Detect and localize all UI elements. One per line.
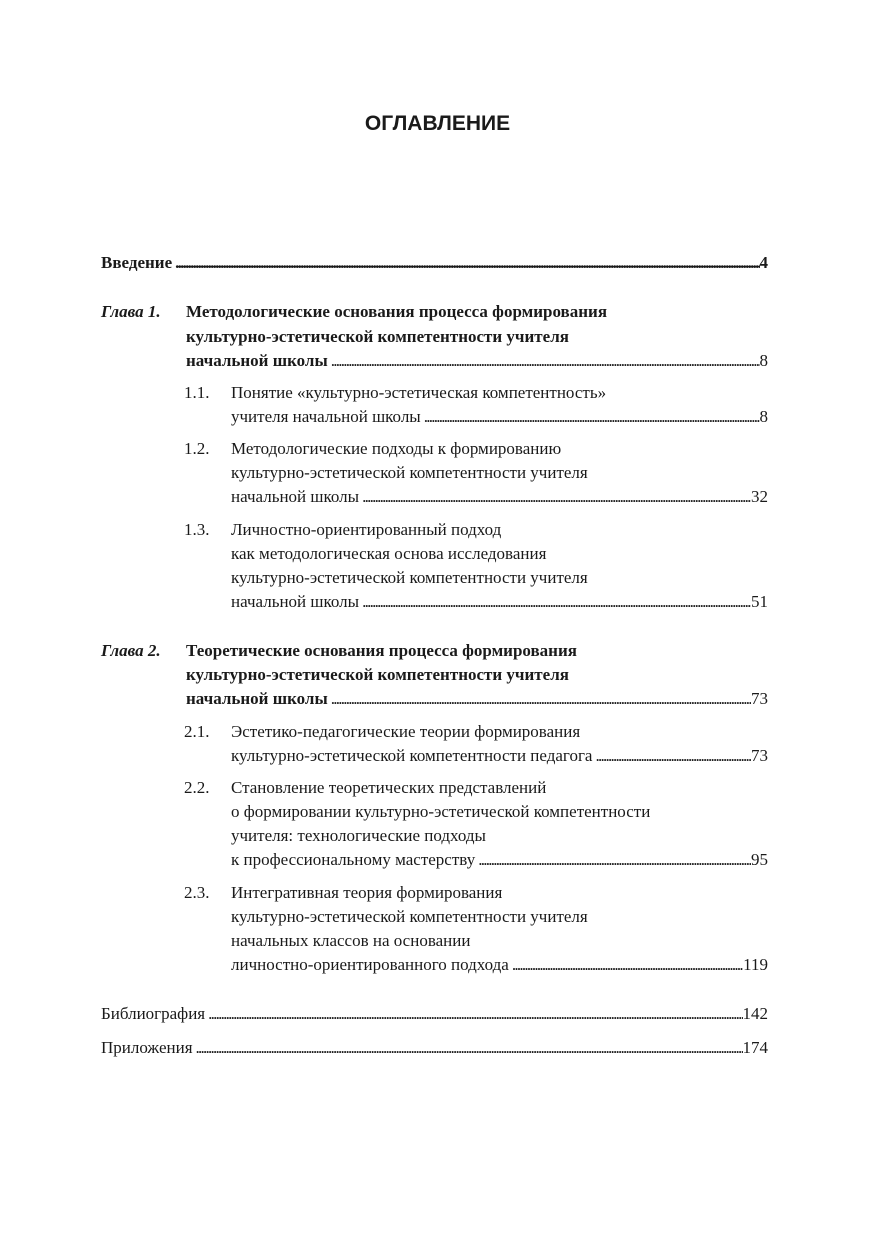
- page-title: ОГЛАВЛЕНИЕ: [364, 112, 511, 135]
- toc-page-number: 73: [751, 689, 768, 708]
- toc-page-number: 73: [751, 746, 768, 765]
- chapter-1-title-line[interactable]: культурно-эстетической компетентности учителя: [186, 327, 569, 346]
- toc-page-number: 8: [759, 407, 768, 426]
- section-number: 2.2.: [184, 778, 210, 797]
- toc-page-number: 95: [751, 850, 768, 869]
- section-title-line: личностно-ориентированного подхода: [231, 955, 509, 974]
- section-number: 2.3.: [184, 883, 210, 902]
- toc-entry-label: Приложения: [101, 1038, 193, 1057]
- section-title-line[interactable]: как методологическая основа исследования: [231, 544, 547, 563]
- toc-page-number: 8: [759, 351, 768, 370]
- dot-leader: [205, 1002, 742, 1026]
- section-title-line[interactable]: Понятие «культурно-эстетическая компетентность»: [231, 383, 607, 402]
- chapter-1-label: Глава 1.: [101, 302, 161, 321]
- toc-entry-label: Введение: [101, 253, 173, 272]
- section-title-line[interactable]: начальных классов на основании: [231, 931, 471, 950]
- section-number: 1.3.: [184, 520, 210, 539]
- chapter-1-title-line: начальной школы: [186, 351, 328, 370]
- chapter-2-title-line: начальной школы: [186, 689, 328, 708]
- toc-page-number: 142: [742, 1004, 768, 1023]
- toc-page-number: 51: [751, 592, 768, 611]
- section-title-line[interactable]: Личностно-ориентированный подход: [231, 520, 502, 539]
- section-title-line[interactable]: культурно-эстетической компетентности учителя: [231, 463, 588, 482]
- dot-leader: [421, 405, 760, 429]
- section-title-line: культурно-эстетической компетентности педагога: [231, 746, 593, 765]
- toc-entry-label: Библиография: [101, 1004, 206, 1023]
- toc-page-number: 119: [743, 955, 768, 974]
- dot-leader: [193, 1036, 743, 1060]
- toc-entry-section-1-1[interactable]: [231, 405, 768, 429]
- section-title-line[interactable]: Интегративная теория формирования: [231, 883, 503, 902]
- toc-entry-chapter-1[interactable]: [186, 349, 768, 373]
- toc-entry-intro[interactable]: [101, 251, 768, 275]
- toc-entry-appendices[interactable]: [101, 1036, 768, 1060]
- section-title-line: учителя начальной школы: [231, 407, 421, 426]
- dot-leader: [475, 848, 751, 872]
- chapter-1-title-line[interactable]: Методологические основания процесса формирования: [186, 302, 608, 321]
- section-title-line[interactable]: Становление теоретических представлений: [231, 778, 547, 797]
- toc-page-number: 174: [742, 1038, 768, 1057]
- toc-entry-section-2-3[interactable]: [231, 953, 768, 977]
- dot-leader: [359, 485, 751, 509]
- toc-entry-section-1-3[interactable]: [231, 590, 768, 614]
- dot-leader: [172, 251, 759, 275]
- chapter-2-title-line[interactable]: культурно-эстетической компетентности учителя: [186, 665, 569, 684]
- dot-leader: [509, 953, 743, 977]
- chapter-2-label: Глава 2.: [101, 641, 161, 660]
- toc-entry-section-1-2[interactable]: [231, 485, 768, 509]
- toc-entry-chapter-2[interactable]: [186, 687, 768, 711]
- toc-entry-section-2-2[interactable]: [231, 848, 768, 872]
- dot-leader: [328, 687, 751, 711]
- dot-leader: [592, 744, 751, 768]
- section-title-line[interactable]: о формировании культурно-эстетической компетентности: [231, 802, 651, 821]
- section-number: 1.1.: [184, 383, 210, 402]
- section-title-line[interactable]: культурно-эстетической компетентности учителя: [231, 568, 588, 587]
- section-title-line[interactable]: учителя: технологические подходы: [231, 826, 486, 845]
- section-title-line[interactable]: Эстетико-педагогические теории формирования: [231, 722, 581, 741]
- section-title-line: к профессиональному мастерству: [231, 850, 476, 869]
- toc-page-number: 32: [751, 487, 768, 506]
- dot-leader: [328, 349, 760, 373]
- section-title-line: начальной школы: [231, 487, 360, 506]
- toc-entry-section-2-1[interactable]: [231, 744, 768, 768]
- section-title-line[interactable]: культурно-эстетической компетентности учителя: [231, 907, 588, 926]
- toc-entry-bibliography[interactable]: [101, 1002, 768, 1026]
- toc-page-number: 4: [759, 253, 768, 272]
- section-number: 1.2.: [184, 439, 210, 458]
- section-title-line[interactable]: Методологические подходы к формированию: [231, 439, 562, 458]
- section-number: 2.1.: [184, 722, 210, 741]
- dot-leader: [359, 590, 751, 614]
- section-title-line: начальной школы: [231, 592, 360, 611]
- chapter-2-title-line[interactable]: Теоретические основания процесса формирования: [186, 641, 577, 660]
